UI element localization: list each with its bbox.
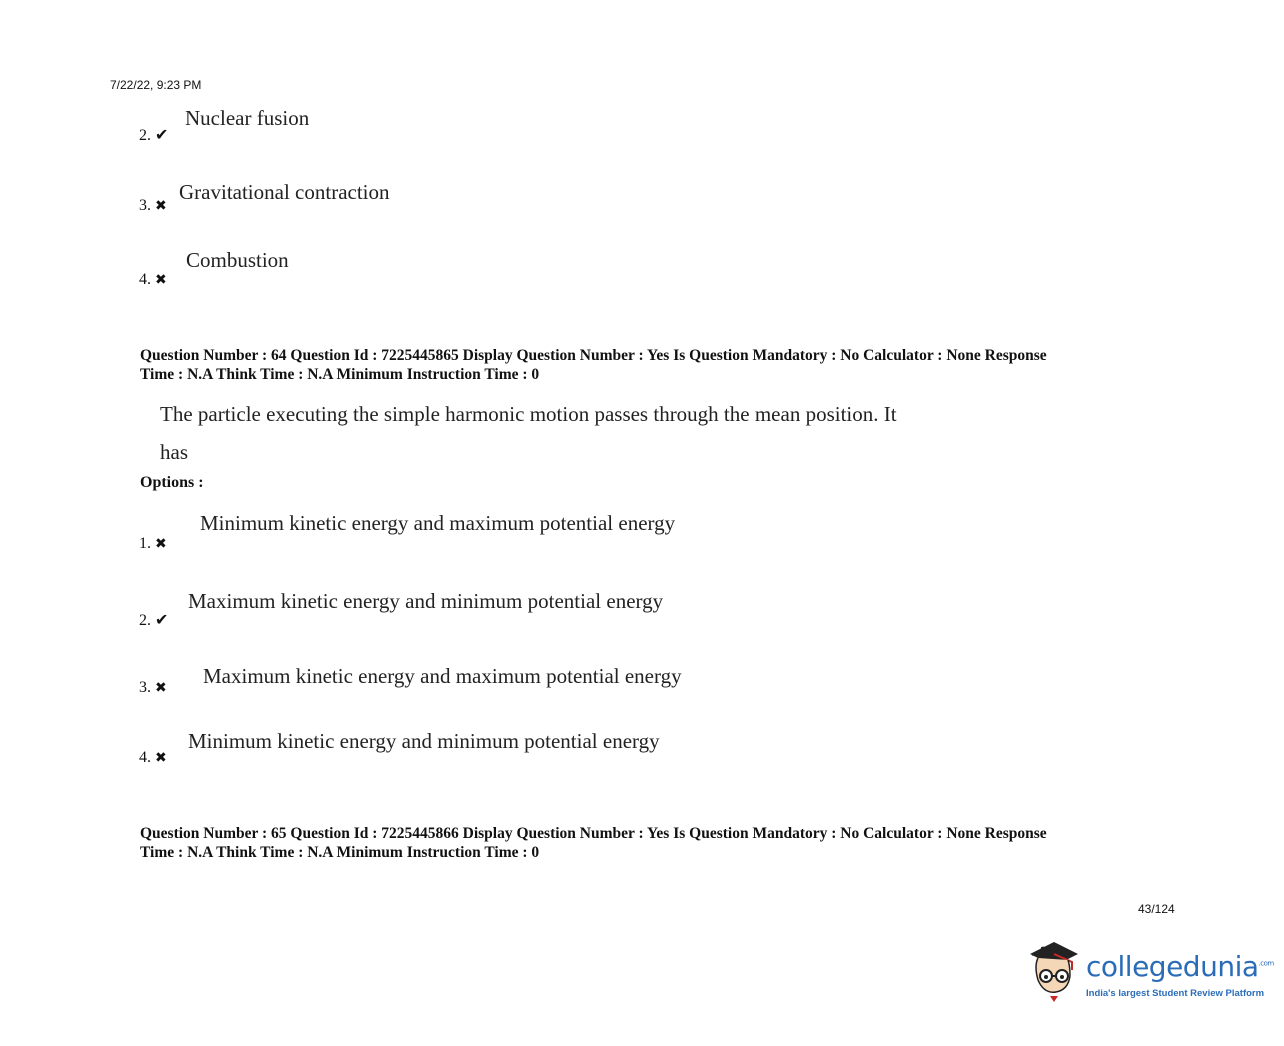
option-number: 2. [139, 127, 151, 144]
print-timestamp: 7/22/22, 9:23 PM [110, 78, 202, 92]
question-meta-line-1: Question Number : 65 Question Id : 7225445866 Display Question Number : Yes Is Question Mandatory : No Calculator : None Response [140, 825, 1047, 842]
page-number: 43/124 [1138, 902, 1175, 916]
prev-option-4-text: Combustion [186, 248, 289, 272]
question-65-meta [140, 824, 1170, 862]
question-meta-line-2: Time : N.A Think Time : N.A Minimum Instruction Time : 0 [140, 844, 540, 861]
wrong-cross-icon: ✖ [155, 751, 167, 766]
option-1-text: Minimum kinetic energy and maximum potential energy [200, 511, 676, 535]
question-meta-line-1: Question Number : 64 Question Id : 7225445865 Display Question Number : Yes Is Question Mandatory : No Calculator : None Response [140, 347, 1047, 364]
question-64-meta [140, 346, 1170, 384]
option-number: 1. [139, 535, 151, 552]
prev-option-2 [139, 125, 168, 145]
wrong-cross-icon: ✖ [155, 273, 167, 288]
prev-option-2-text: Nuclear fusion [185, 106, 310, 130]
option-2-text: Maximum kinetic energy and minimum potential energy [188, 589, 664, 613]
question-meta-line-2: Time : N.A Think Time : N.A Minimum Instruction Time : 0 [140, 366, 540, 383]
option-2 [139, 610, 168, 630]
logo-suffix: .com [1258, 959, 1274, 968]
option-number: 4. [139, 271, 151, 288]
option-3-text: Maximum kinetic energy and maximum potential energy [203, 664, 682, 688]
logo-wordmark [1086, 950, 1274, 983]
prev-option-3-text: Gravitational contraction [179, 180, 390, 204]
wrong-cross-icon: ✖ [155, 199, 167, 214]
option-3 [139, 679, 167, 697]
prev-option-4 [139, 271, 167, 289]
correct-check-icon: ✔ [155, 612, 169, 629]
mascot-icon [1024, 936, 1084, 1008]
option-number: 3. [139, 679, 151, 696]
wrong-cross-icon: ✖ [155, 681, 167, 696]
collegedunia-logo [1024, 936, 1274, 1008]
question-64-text-line-2: has [160, 440, 188, 464]
prev-option-3 [139, 197, 167, 215]
correct-check-icon: ✔ [155, 127, 169, 144]
wrong-cross-icon: ✖ [155, 537, 167, 552]
logo-tagline: India's largest Student Review Platform [1086, 988, 1265, 999]
option-number: 4. [139, 749, 151, 766]
option-1 [139, 535, 167, 553]
option-4 [139, 749, 167, 767]
question-64-text-line-1: The particle executing the simple harmonic motion passes through the mean position. It [160, 402, 897, 426]
options-label: Options : [140, 474, 204, 491]
option-number: 3. [139, 197, 151, 214]
option-number: 2. [139, 612, 151, 629]
logo-wordmark-text: collegedunia [1086, 950, 1259, 983]
option-4-text: Minimum kinetic energy and minimum potential energy [188, 729, 660, 753]
